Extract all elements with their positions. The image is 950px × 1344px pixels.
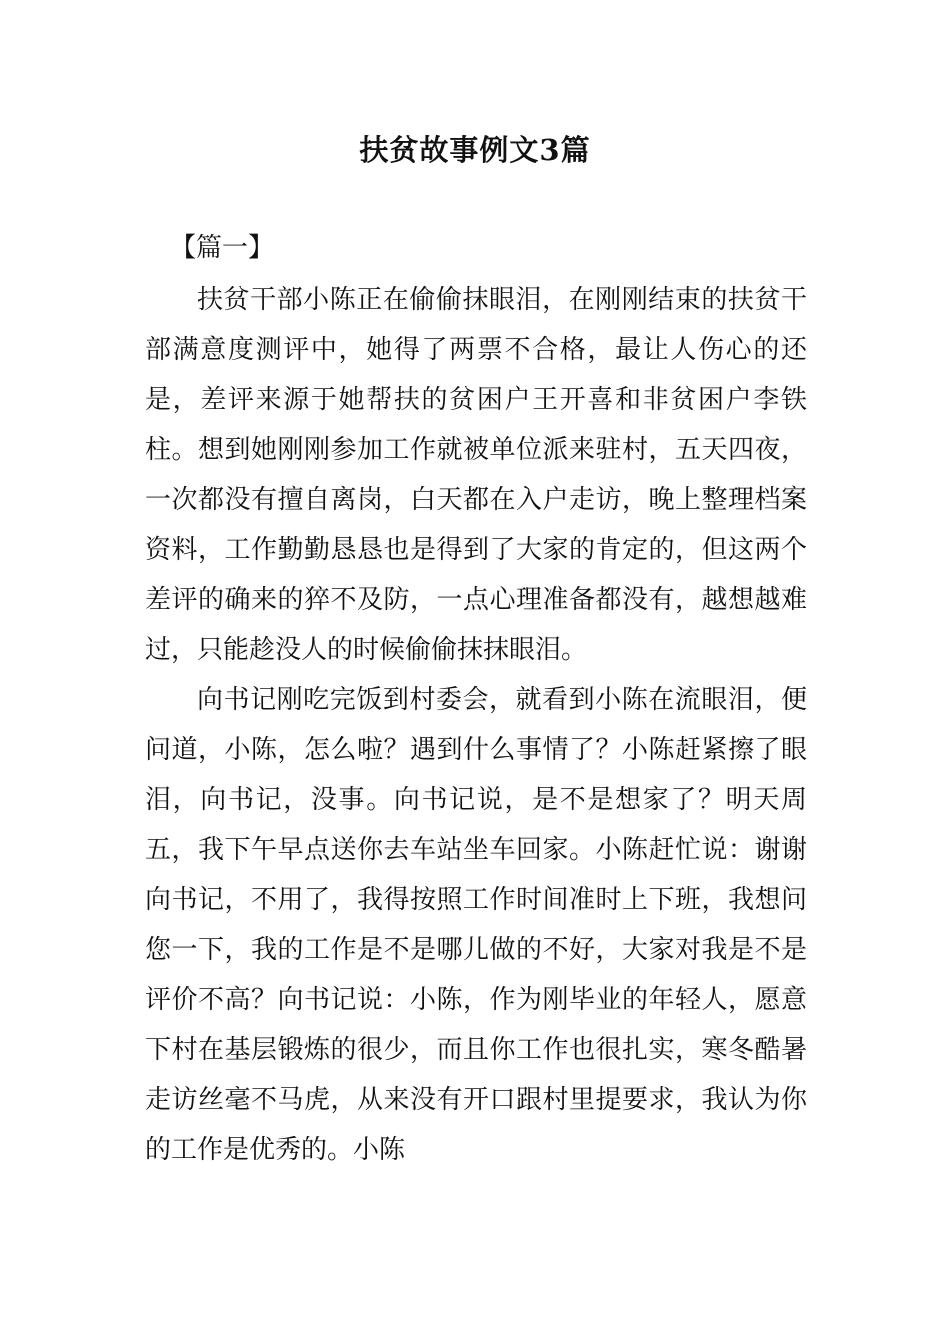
section-heading: 【篇一】 <box>170 233 275 263</box>
paragraph: 向书记刚吃完饭到村委会，就看到小陈在流眼泪，便问道，小陈，怎么啦？遇到什么事情了？小陈赶紧擦了眼泪，向书记，没事。向书记说，是不是想家了？明天周五，我下午早点送你去车站坐车回家。小陈赶忙说：谢谢向书记，不用了，我得按照工作时间准时上下班，我想问您一下，我的工作是不是哪儿做的不好，大家对我是不是评价不高？向书记说：小陈，作为刚毕业的年轻人，愿意下村在基层锻炼的很少，而且你工作也很扎实，寒冬酷暑走访丝毫不马虎，从来没有开口跟村里提要求，我认为你的工作是优秀的。小陈 <box>145 685 807 1165</box>
document-title: 扶贫故事例文3篇 <box>359 133 591 167</box>
paragraph: 扶贫干部小陈正在偷偷抹眼泪，在刚刚结束的扶贫干部满意度测评中，她得了两票不合格，最让人伤心的还是，差评来源于她帮扶的贫困户王开喜和非贫困户李铁柱。想到她刚刚参加工作就被单位派来驻村，五天四夜，一次都没有擅自离岗，白天都在入户走访，晚上整理档案资料，工作勤勤恳恳也是得到了大家的肯定的，但这两个差评的确来的猝不及防，一点心理准备都没有，越想越难过，只能趁没人的时候偷偷抹抹眼泪。 <box>145 285 807 665</box>
document-body <box>145 275 807 1175</box>
